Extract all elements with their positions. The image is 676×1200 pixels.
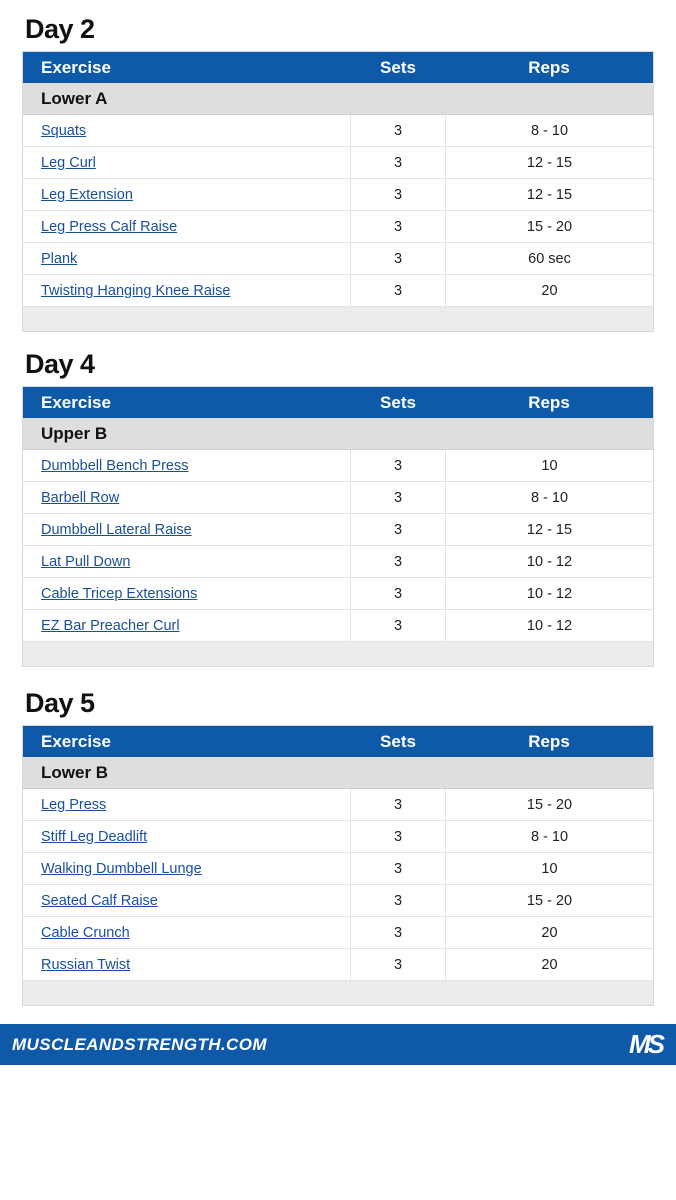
reps-cell: 20 bbox=[541, 282, 558, 299]
exercise-link[interactable]: Stiff Leg Deadlift bbox=[41, 828, 148, 845]
sets-cell: 3 bbox=[351, 917, 446, 948]
exercise-link[interactable]: Plank bbox=[41, 250, 78, 267]
reps-cell: 10 bbox=[541, 457, 558, 474]
reps-cell: 12 - 15 bbox=[526, 154, 573, 171]
table-row bbox=[23, 885, 653, 917]
table-row bbox=[23, 147, 653, 179]
table-footer bbox=[23, 642, 653, 666]
table-header bbox=[23, 387, 653, 418]
workout-table bbox=[22, 725, 654, 1006]
table-footer bbox=[23, 307, 653, 331]
table-header bbox=[23, 726, 653, 757]
workout-table bbox=[22, 386, 654, 667]
site-footer-banner bbox=[0, 1024, 676, 1065]
table-row bbox=[23, 115, 653, 147]
table-row bbox=[23, 275, 653, 307]
exercise-link[interactable]: Lat Pull Down bbox=[41, 553, 131, 570]
exercise-link[interactable]: Walking Dumbbell Lunge bbox=[41, 860, 202, 877]
table-footer bbox=[23, 981, 653, 1005]
reps-cell: 12 - 15 bbox=[526, 186, 573, 203]
header-reps: Reps bbox=[528, 57, 570, 77]
table-row bbox=[23, 917, 653, 949]
table-row bbox=[23, 546, 653, 578]
header-reps: Reps bbox=[528, 731, 570, 751]
table-row bbox=[23, 821, 653, 853]
sets-cell: 3 bbox=[351, 821, 446, 852]
table-row bbox=[23, 789, 653, 821]
table-row bbox=[23, 211, 653, 243]
sets-cell: 3 bbox=[351, 147, 446, 178]
reps-cell: 8 - 10 bbox=[530, 489, 569, 506]
sets-cell: 3 bbox=[351, 546, 446, 577]
table-row bbox=[23, 514, 653, 546]
exercise-link[interactable]: Cable Tricep Extensions bbox=[41, 585, 198, 602]
exercise-link[interactable]: Dumbbell Lateral Raise bbox=[41, 521, 192, 538]
reps-cell: 10 - 12 bbox=[526, 617, 573, 634]
reps-cell: 10 - 12 bbox=[526, 585, 573, 602]
reps-cell: 15 - 20 bbox=[526, 218, 573, 235]
ms-logo-icon: MS bbox=[629, 1029, 662, 1059]
day-title: Day 5 bbox=[25, 688, 95, 718]
reps-cell: 20 bbox=[541, 924, 558, 941]
table-row bbox=[23, 853, 653, 885]
exercise-link[interactable]: Dumbbell Bench Press bbox=[41, 457, 189, 474]
table-row bbox=[23, 179, 653, 211]
sets-cell: 3 bbox=[351, 115, 446, 146]
sets-cell: 3 bbox=[351, 450, 446, 481]
workout-table bbox=[22, 51, 654, 332]
reps-cell: 60 sec bbox=[528, 250, 571, 267]
sets-cell: 3 bbox=[351, 610, 446, 641]
exercise-link[interactable]: Russian Twist bbox=[41, 956, 131, 973]
header-sets: Sets bbox=[380, 57, 416, 77]
exercise-link[interactable]: Squats bbox=[41, 122, 87, 139]
exercise-link[interactable]: EZ Bar Preacher Curl bbox=[41, 617, 180, 634]
header-exercise: Exercise bbox=[41, 731, 111, 751]
table-row bbox=[23, 482, 653, 514]
day-title: Day 4 bbox=[25, 349, 95, 379]
group-label: Lower A bbox=[23, 83, 653, 115]
header-sets: Sets bbox=[380, 392, 416, 412]
exercise-link[interactable]: Leg Curl bbox=[41, 154, 96, 171]
header-exercise: Exercise bbox=[41, 57, 111, 77]
exercise-link[interactable]: Twisting Hanging Knee Raise bbox=[41, 282, 231, 299]
day-title: Day 2 bbox=[25, 14, 95, 44]
sets-cell: 3 bbox=[351, 853, 446, 884]
sets-cell: 3 bbox=[351, 789, 446, 820]
exercise-link[interactable]: Seated Calf Raise bbox=[41, 892, 158, 909]
table-row bbox=[23, 610, 653, 642]
sets-cell: 3 bbox=[351, 578, 446, 609]
group-label: Lower B bbox=[23, 757, 653, 789]
sets-cell: 3 bbox=[351, 482, 446, 513]
site-name: MUSCLEANDSTRENGTH.COM bbox=[12, 1034, 267, 1054]
sets-cell: 3 bbox=[351, 211, 446, 242]
sets-cell: 3 bbox=[351, 275, 446, 306]
reps-cell: 8 - 10 bbox=[530, 122, 569, 139]
sets-cell: 3 bbox=[351, 243, 446, 274]
table-row bbox=[23, 578, 653, 610]
table-row bbox=[23, 949, 653, 981]
exercise-link[interactable]: Barbell Row bbox=[41, 489, 120, 506]
header-reps: Reps bbox=[528, 392, 570, 412]
reps-cell: 10 bbox=[541, 860, 558, 877]
reps-cell: 12 - 15 bbox=[526, 521, 573, 538]
table-row bbox=[23, 243, 653, 275]
sets-cell: 3 bbox=[351, 514, 446, 545]
exercise-link[interactable]: Leg Press bbox=[41, 796, 107, 813]
exercise-link[interactable]: Cable Crunch bbox=[41, 924, 130, 941]
table-header bbox=[23, 52, 653, 83]
sets-cell: 3 bbox=[351, 949, 446, 980]
reps-cell: 20 bbox=[541, 956, 558, 973]
sets-cell: 3 bbox=[351, 885, 446, 916]
reps-cell: 15 - 20 bbox=[526, 796, 573, 813]
exercise-link[interactable]: Leg Extension bbox=[41, 186, 133, 203]
exercise-link[interactable]: Leg Press Calf Raise bbox=[41, 218, 178, 235]
reps-cell: 10 - 12 bbox=[526, 553, 573, 570]
header-exercise: Exercise bbox=[41, 392, 111, 412]
sets-cell: 3 bbox=[351, 179, 446, 210]
reps-cell: 8 - 10 bbox=[530, 828, 569, 845]
table-row bbox=[23, 450, 653, 482]
header-sets: Sets bbox=[380, 731, 416, 751]
group-label: Upper B bbox=[23, 418, 653, 450]
reps-cell: 15 - 20 bbox=[526, 892, 573, 909]
